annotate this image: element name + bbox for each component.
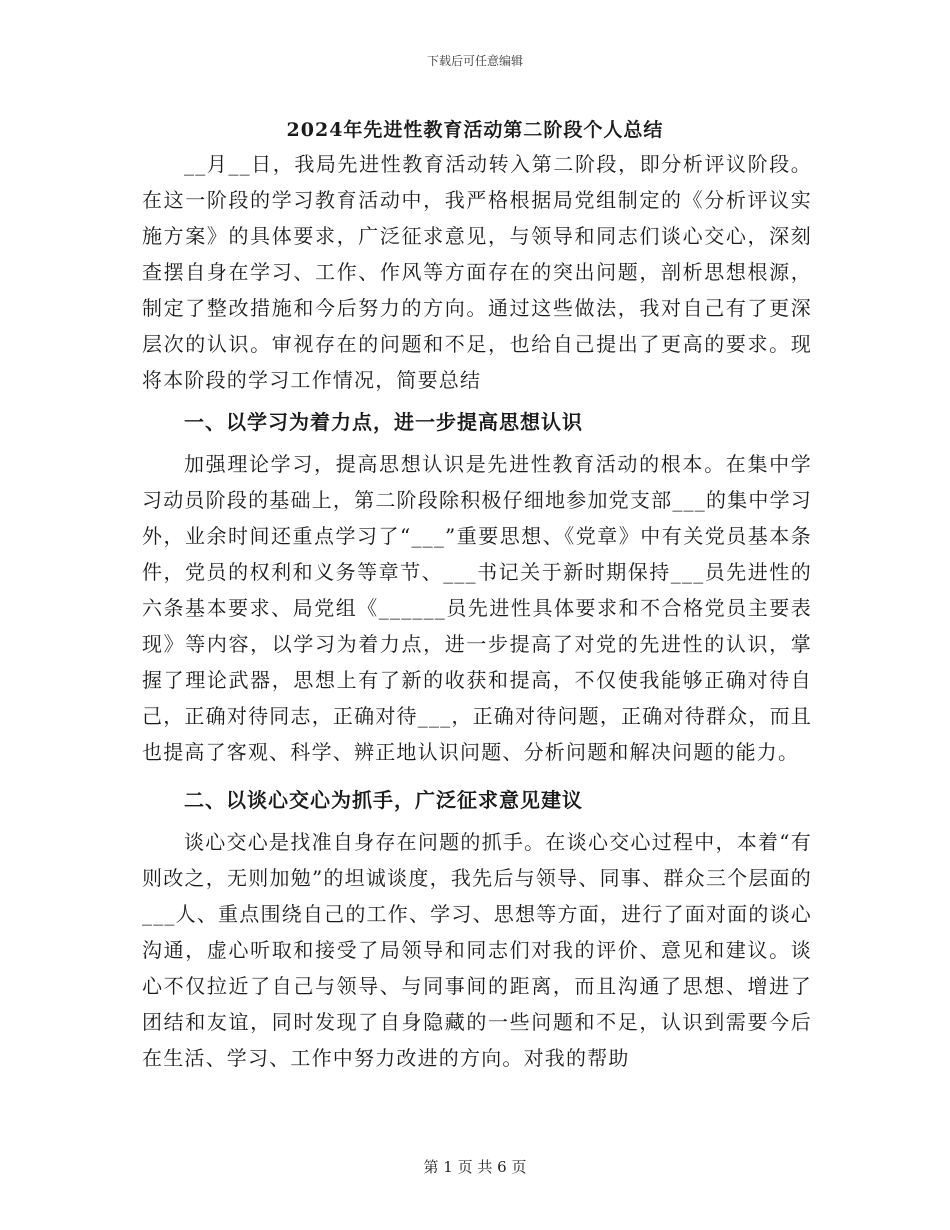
intro-paragraph: __月__日，我局先进性教育活动转入第二阶段，即分析评议阶段。在这一阶段的学习教育活动中，我严格根据局党组制定的《分析评议实施方案》的具体要求，广泛征求意见，与领导和同志们谈心交心，深刻查摆自身在学习、工作、作风等方面存在的突出问题，剖析思想根源，制定了整改措施和今后努力的方向。通过这些做法，我对自己有了更深层次的认识。审视存在的问题和不足，也给自己提出了更高的要求。现将本阶段的学习工作情况，简要总结 — [142, 152, 812, 392]
section2-heading: 二、以谈心交心为抓手，广泛征求意见建议 — [184, 788, 583, 812]
section2-paragraph: 谈心交心是找准自身存在问题的抓手。在谈心交心过程中，本着“有则改之，无则加勉”的坦诚谈度，我先后与领导、同事、群众三个层面的___人、重点围绕自己的工作、学习、思想等方面，进行了面对面的谈心沟通，虚心听取和接受了局领导和同志们对我的评价、意见和建议。谈心不仅拉近了自己与领导、与同事间的距离，而且沟通了思想、增进了团结和友谊，同时发现了自身隐藏的一些问题和不足，认识到需要今后在生活、学习、工作中努力改进的方向。对我的帮助 — [142, 830, 812, 1070]
document-title: 2024年先进性教育活动第二阶段个人总结 — [286, 119, 664, 141]
page-number: 第 1 页 共 6 页 — [423, 1158, 527, 1176]
document-body — [142, 146, 812, 1076]
section1-paragraph: 加强理论学习，提高思想认识是先进性教育活动的根本。在集中学习动员阶段的基础上，第二阶段除积极仔细地参加党支部___的集中学习外，业余时间还重点学习了“___”重要思想、《党章》中有关党员基本条件，党员的权利和义务等章节、___书记关于新时期保持___员先进性的六条基本要求、局党组《______员先进性具体要求和不合格党员主要表现》等内容，以学习为着力点，进一步提高了对党的先进性的认识，掌握了理论武器，思想上有了新的收获和提高，不仅使我能够正确对待自己，正确对待同志，正确对待___，正确对待问题，正确对待群众，而且也提高了客观、科学、辨正地认识问题、分析问题和解决问题的能力。 — [142, 452, 812, 764]
header-note: 下载后可任意编辑 — [426, 54, 523, 68]
section1-heading: 一、以学习为着力点，进一步提高思想认识 — [184, 410, 583, 434]
